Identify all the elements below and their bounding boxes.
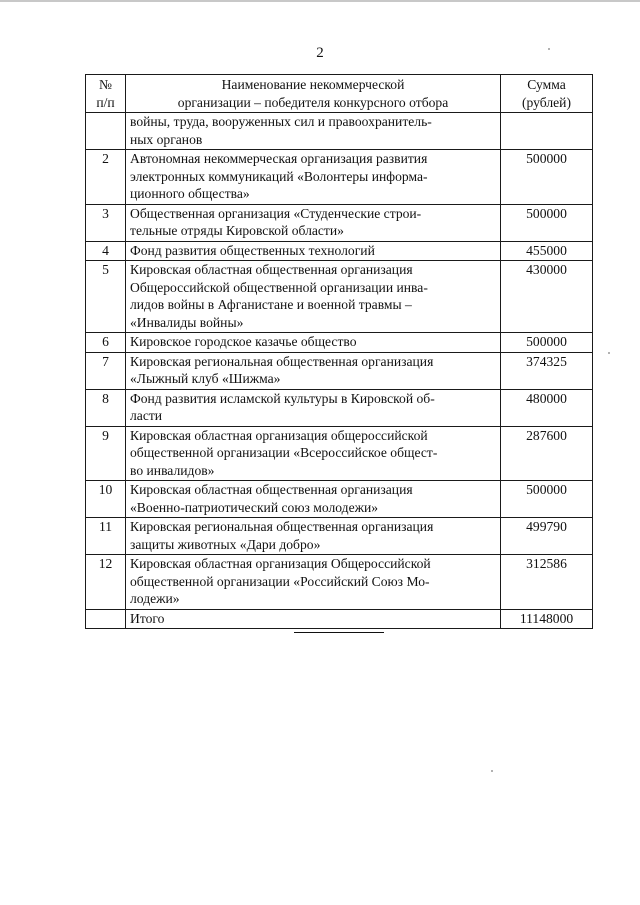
row-number: 4 xyxy=(86,241,126,261)
amount: 430000 xyxy=(501,261,593,333)
table-header-row xyxy=(86,75,593,113)
table-row xyxy=(86,204,593,241)
organization-name-line: общественной организации «Российский Союз Мо- xyxy=(130,573,430,589)
row-number: 11 xyxy=(86,518,126,555)
organization-name-line: Фонд развития исламской культуры в Кировской об- xyxy=(130,390,435,406)
scan-speck xyxy=(548,48,550,50)
row-number: 10 xyxy=(86,481,126,518)
amount: 480000 xyxy=(501,389,593,426)
organization-name-line: ных органов xyxy=(130,131,203,147)
organization-name-line: «Инвалиды войны» xyxy=(130,314,244,330)
table-row xyxy=(86,518,593,555)
row-number: 6 xyxy=(86,333,126,353)
organization-name-line: электронных коммуникаций «Волонтеры информа- xyxy=(130,168,428,184)
winners-table xyxy=(85,74,593,629)
amount: 287600 xyxy=(501,426,593,481)
row-number: 7 xyxy=(86,352,126,389)
table-row xyxy=(86,241,593,261)
scan-top-edge xyxy=(0,0,640,2)
header-organization-name: Наименование некоммерческой организации – победителя конкурсного отбора xyxy=(126,75,501,113)
organization-name xyxy=(126,113,501,150)
organization-name-line: защиты животных «Дари добро» xyxy=(130,536,321,552)
organization-name-line: общественной организации «Всероссийское общест- xyxy=(130,445,438,460)
table-row xyxy=(86,555,593,610)
page-number: 2 xyxy=(316,45,324,61)
organization-name xyxy=(126,555,501,610)
organization-name-line: лидов войны в Афганистане и военной травмы – xyxy=(130,297,412,312)
table-row xyxy=(86,113,593,150)
organization-name-line: Общероссийской общественной организации инва- xyxy=(130,279,428,295)
organization-name-line: Общественная организация «Студенческие строи- xyxy=(130,205,422,221)
table-row xyxy=(86,426,593,481)
scan-speck xyxy=(491,770,493,772)
amount: 500000 xyxy=(501,150,593,205)
table-row xyxy=(86,150,593,205)
organization-name-line: во инвалидов» xyxy=(130,462,215,478)
organization-name-line: Кировская областная общественная организация xyxy=(130,262,413,277)
table-row xyxy=(86,333,593,353)
organization-name-line: Фонд развития общественных технологий xyxy=(130,242,375,258)
total-number xyxy=(86,609,126,629)
amount: 312586 xyxy=(501,555,593,610)
amount: 374325 xyxy=(501,352,593,389)
organization-name xyxy=(126,241,501,261)
organization-name xyxy=(126,426,501,481)
header-number: № п/п xyxy=(86,75,126,113)
table-row xyxy=(86,481,593,518)
organization-name-line: ласти xyxy=(130,408,163,423)
organization-name-line: Автономная некоммерческая организация развития xyxy=(130,151,428,166)
amount: 500000 xyxy=(501,333,593,353)
organization-name xyxy=(126,204,501,241)
row-number: 3 xyxy=(86,204,126,241)
organization-name-line: Кировская областная общественная организация xyxy=(130,482,413,497)
organization-name-line: Кировская региональная общественная организация xyxy=(130,519,434,534)
amount: 500000 xyxy=(501,204,593,241)
row-number: 9 xyxy=(86,426,126,481)
organization-name xyxy=(126,389,501,426)
organization-name-line: ционного общества» xyxy=(130,186,250,201)
organization-name xyxy=(126,352,501,389)
row-number: 12 xyxy=(86,555,126,610)
organization-name-line: лодежи» xyxy=(130,591,180,606)
table-row xyxy=(86,261,593,333)
amount xyxy=(501,113,593,150)
row-number xyxy=(86,113,126,150)
organization-name xyxy=(126,333,501,353)
organization-name xyxy=(126,518,501,555)
header-amount: Сумма (рублей) xyxy=(501,75,593,113)
total-label: Итого xyxy=(126,609,501,629)
amount: 499790 xyxy=(501,518,593,555)
organization-name-line: «Военно-патриотический союз молодежи» xyxy=(130,499,379,515)
end-of-document-rule xyxy=(294,632,384,633)
organization-name-line: войны, труда, вооруженных сил и правоохранитель- xyxy=(130,114,432,129)
organization-name xyxy=(126,481,501,518)
amount: 455000 xyxy=(501,241,593,261)
organization-name-line: «Лыжный клуб «Шижма» xyxy=(130,371,281,386)
organization-name-line: тельные отряды Кировской области» xyxy=(130,223,344,238)
scan-speck xyxy=(608,352,610,354)
total-amount: 11148000 xyxy=(501,609,593,629)
row-number: 8 xyxy=(86,389,126,426)
organization-name xyxy=(126,261,501,333)
amount: 500000 xyxy=(501,481,593,518)
table-row xyxy=(86,352,593,389)
row-number: 5 xyxy=(86,261,126,333)
organization-name-line: Кировское городское казачье общество xyxy=(130,334,357,349)
total-row xyxy=(86,609,593,629)
organization-name-line: Кировская областная организация общероссийской xyxy=(130,427,428,443)
organization-name-line: Кировская региональная общественная организация xyxy=(130,353,434,369)
row-number: 2 xyxy=(86,150,126,205)
organization-name xyxy=(126,150,501,205)
organization-name-line: Кировская областная организация Общероссийской xyxy=(130,556,431,571)
table-row xyxy=(86,389,593,426)
